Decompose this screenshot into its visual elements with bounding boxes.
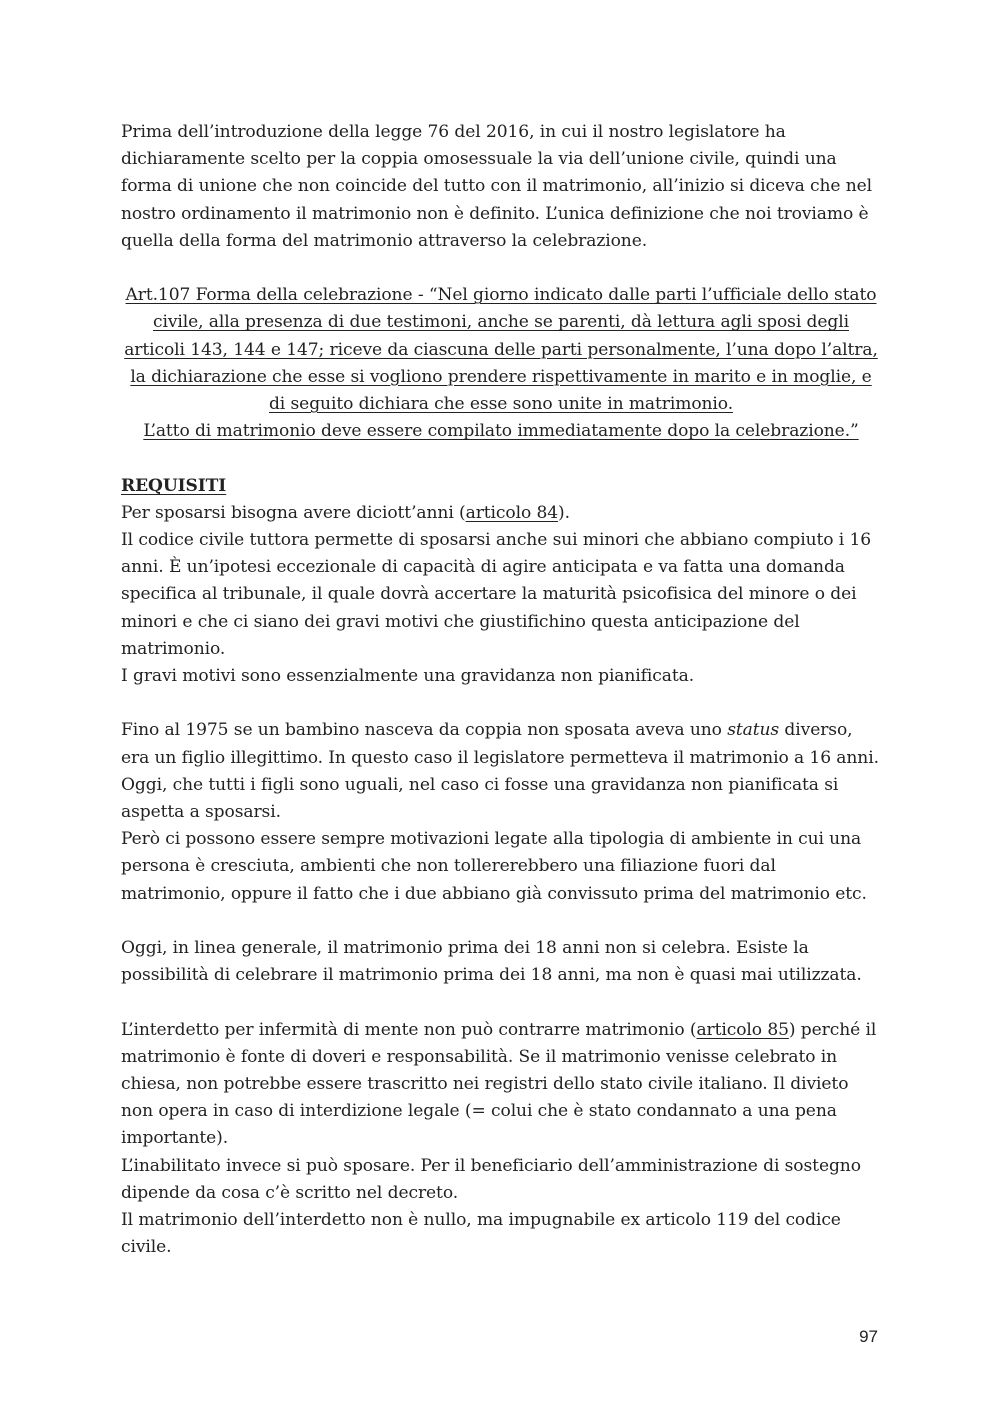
minors-paragraph: Il codice civile tuttora permette di sposarsi anche sui minori che abbiano compiuto i 16 anni. È un’ipotesi eccezionale di capacità di agire anticipata e va fatta una domanda specifica al tribunale, il quale dovrà accertare la maturità psicofisica del minore o dei minori e che ci siano dei gravi motivi che giustifichino questa anticipazione del matrimonio. [121, 530, 872, 659]
history-text-before: Fino al 1975 se un bambino nasceva da coppia non sposata aveva uno [121, 720, 728, 741]
nullity-paragraph: Il matrimonio dell’interdetto non è nullo, ma impugnabile ex articolo 119 del codice civile. [121, 1210, 841, 1258]
article-85-link[interactable]: articolo 85 [696, 1019, 789, 1040]
history-paragraph [121, 717, 881, 771]
age-text-after: ). [558, 502, 570, 523]
inabilitato-paragraph: L’inabilitato invece si può sposare. Per il beneficiario dell’amministrazione di sostegno dipende da cosa c’è scritto nel decreto. [121, 1155, 861, 1203]
motivations-paragraph: Però ci possono essere sempre motivazioni legate alla tipologia di ambiente in cui una persona è cresciuta, ambienti che non tollererebbero una filiazione fuori dal matrimonio, oppure il fatto che i due abbiano già convissuto prima del matrimonio etc. [121, 829, 867, 904]
age-text-before: Per sposarsi bisogna avere diciott’anni ( [121, 502, 466, 523]
section-heading: REQUISITI [121, 475, 227, 496]
paragraph-spacer [121, 255, 881, 282]
paragraph-spacer [121, 690, 881, 717]
page-number: 97 [859, 1327, 878, 1346]
paragraph-spacer [121, 908, 881, 935]
page-body [121, 119, 881, 1261]
quote-closing-text: L’atto di matrimonio deve essere compilato immediatamente dopo la celebrazione.” [143, 421, 859, 442]
today-paragraph: Oggi, che tutti i figli sono uguali, nel caso ci fosse una gravidanza non pianificata si aspetta a sposarsi. [121, 774, 839, 823]
interdetto-paragraph [121, 1017, 881, 1153]
interdetto-text-before: L’interdetto per infermità di mente non può contrarre matrimonio ( [121, 1019, 697, 1040]
intro-paragraph: Prima dell’introduzione della legge 76 del 2016, in cui il nostro legislatore ha dichiaramente scelto per la coppia omosessuale la via dell’unione civile, quindi una forma di unione che non coincide del tutto con il matrimonio, all’inizio si diceva che nel nostro ordinamento il matrimonio non è definito. L’unica definizione che noi troviamo è quella della forma del matrimonio attraverso la celebrazione. [121, 122, 873, 251]
article-84-link[interactable]: articolo 84 [465, 502, 559, 523]
paragraph-spacer [121, 445, 881, 472]
history-text-after: diverso, era un figlio illegittimo. In questo caso il legislatore permetteva il matrimonio a 16 anni. [121, 720, 879, 768]
general-paragraph: Oggi, in linea generale, il matrimonio prima dei 18 anni non si celebra. Esiste la possibilità di celebrare il matrimonio prima dei 18 anni, ma non è quasi mai utilizzata. [121, 938, 862, 986]
interdetto-text-after: ) perché il matrimonio è fonte di doveri e responsabilità. Se il matrimonio venisse celebrato in chiesa, non potrebbe essere trascritto nei registri dello stato civile italiano. Il divieto non opera in caso di interdizione legale (= colui che è stato condannato a una pena importante). [121, 1019, 877, 1149]
status-term: status [727, 720, 780, 741]
article-107-quote[interactable] [121, 282, 881, 445]
age-requirement-paragraph [121, 500, 881, 527]
paragraph-spacer [121, 989, 881, 1016]
reasons-paragraph: I gravi motivi sono essenzialmente una gravidanza non pianificata. [121, 666, 695, 687]
quote-text: Art.107 Forma della celebrazione - “Nel giorno indicato dalle parti l’ufficiale dello stato civile, alla presenza di due testimoni, anche se parenti, dà lettura agli sposi degli articoli 143, 144 e 147; riceve da ciascuna delle parti personalmente, l’una dopo l’altra, la dichiarazione che esse si vogliono prendere rispettivamente in marito e in moglie, e di seguito dichiara che esse sono unite in matrimonio. [124, 285, 878, 415]
